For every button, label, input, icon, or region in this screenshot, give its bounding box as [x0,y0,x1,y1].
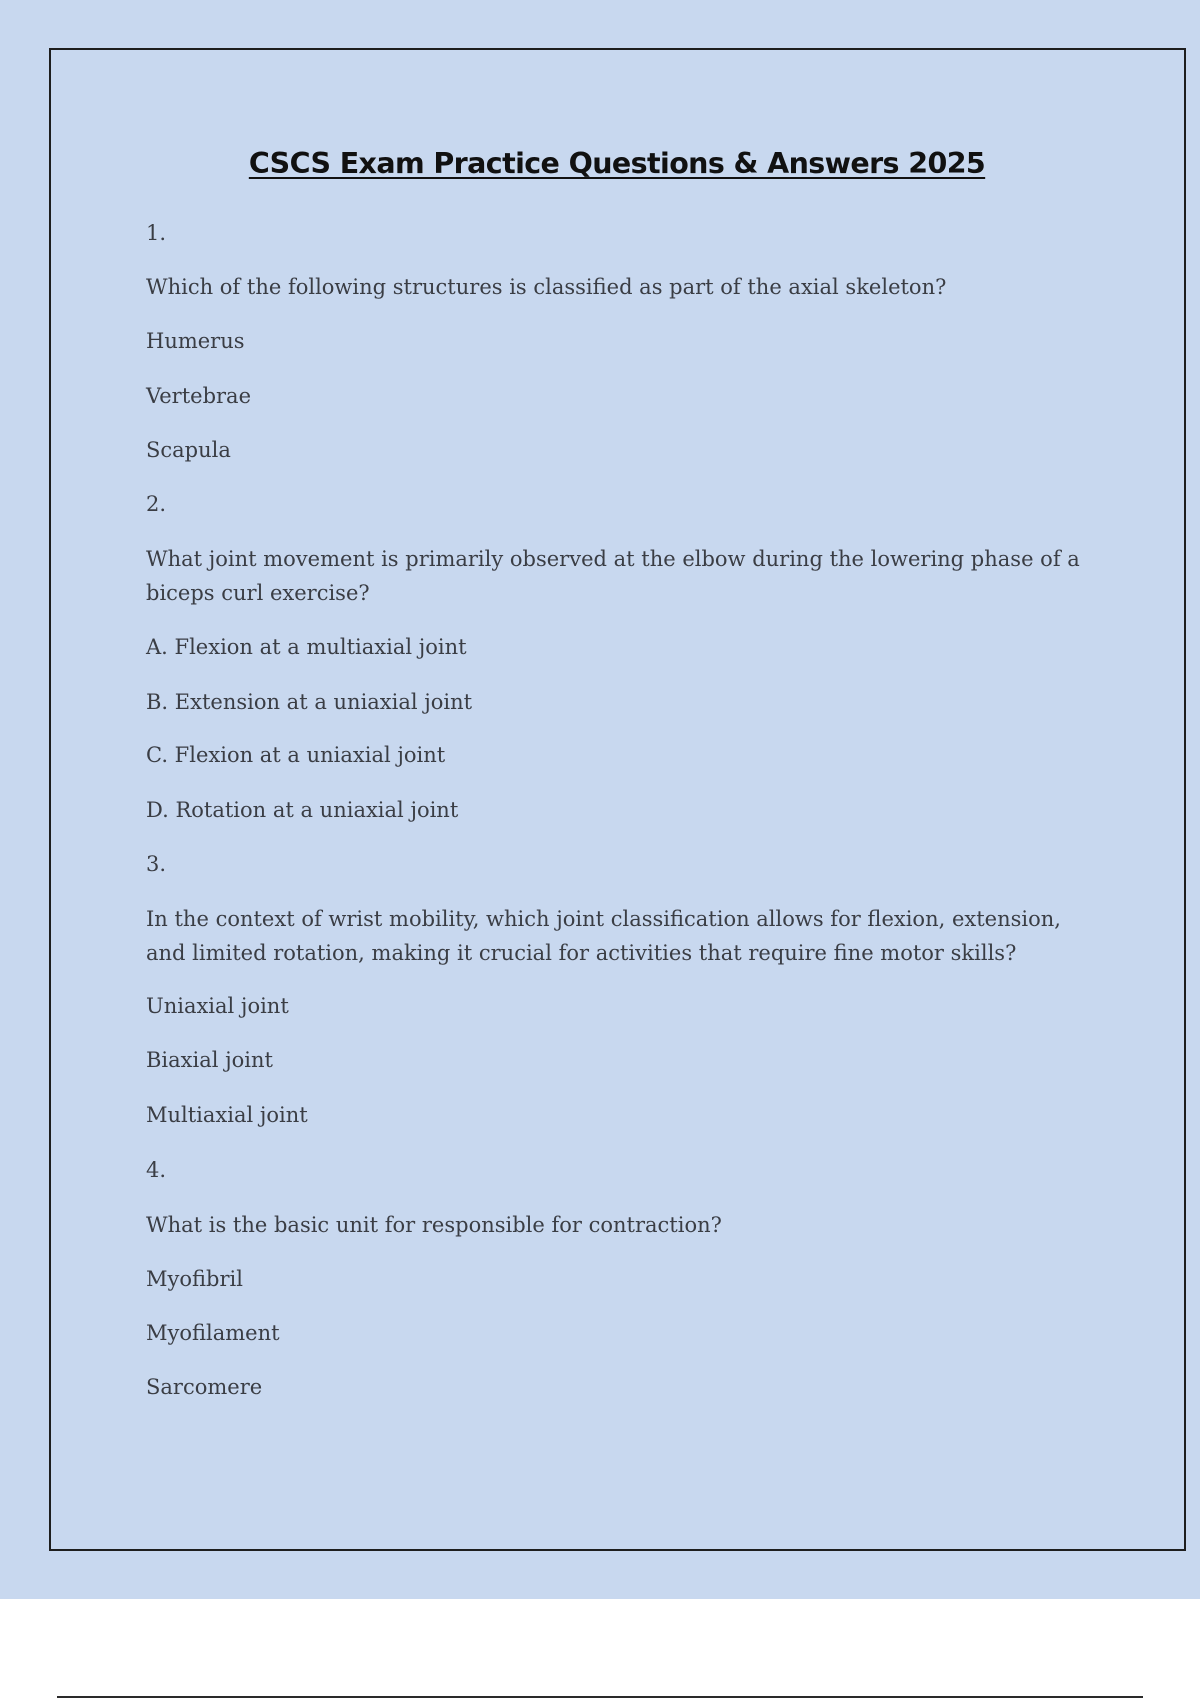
question-text: In the context of wrist mobility, which joint classification allows for flexion, extension, and limited rotation, making it crucial for activities that require fine motor skills? [146,907,1061,965]
question-number: 2. [146,492,167,516]
answer-option: Sarcomere [146,1375,263,1399]
question-number: 4. [146,1158,167,1182]
answer-option: Myofilament [146,1321,280,1345]
answer-option: D. Rotation at a uniaxial joint [146,798,459,822]
answer-option: Myofibril [146,1267,243,1291]
answer-option: B. Extension at a uniaxial joint [146,690,473,714]
question-number: 1. [146,221,167,245]
question-text: What joint movement is primarily observed at the elbow during the lowering phase of a biceps curl exercise? [146,547,1080,605]
document-title-text: CSCS Exam Practice Questions & Answers 2025 [248,147,986,180]
answer-option: Humerus [146,329,245,353]
answer-option: A. Flexion at a multiaxial joint [146,635,467,659]
footer-divider [57,1696,1143,1698]
answer-option: Vertebrae [146,384,251,408]
answer-option: Multiaxial joint [146,1103,308,1127]
question-text: Which of the following structures is classified as part of the axial skeleton? [146,275,947,299]
answer-option: Scapula [146,438,231,462]
question-text: What is the basic unit for responsible for contraction? [146,1213,722,1237]
answer-option: Uniaxial joint [146,994,289,1018]
answer-option: C. Flexion at a uniaxial joint [146,743,446,767]
document-title [0,147,1200,180]
question-number: 3. [146,852,167,876]
answer-option: Biaxial joint [146,1048,273,1072]
